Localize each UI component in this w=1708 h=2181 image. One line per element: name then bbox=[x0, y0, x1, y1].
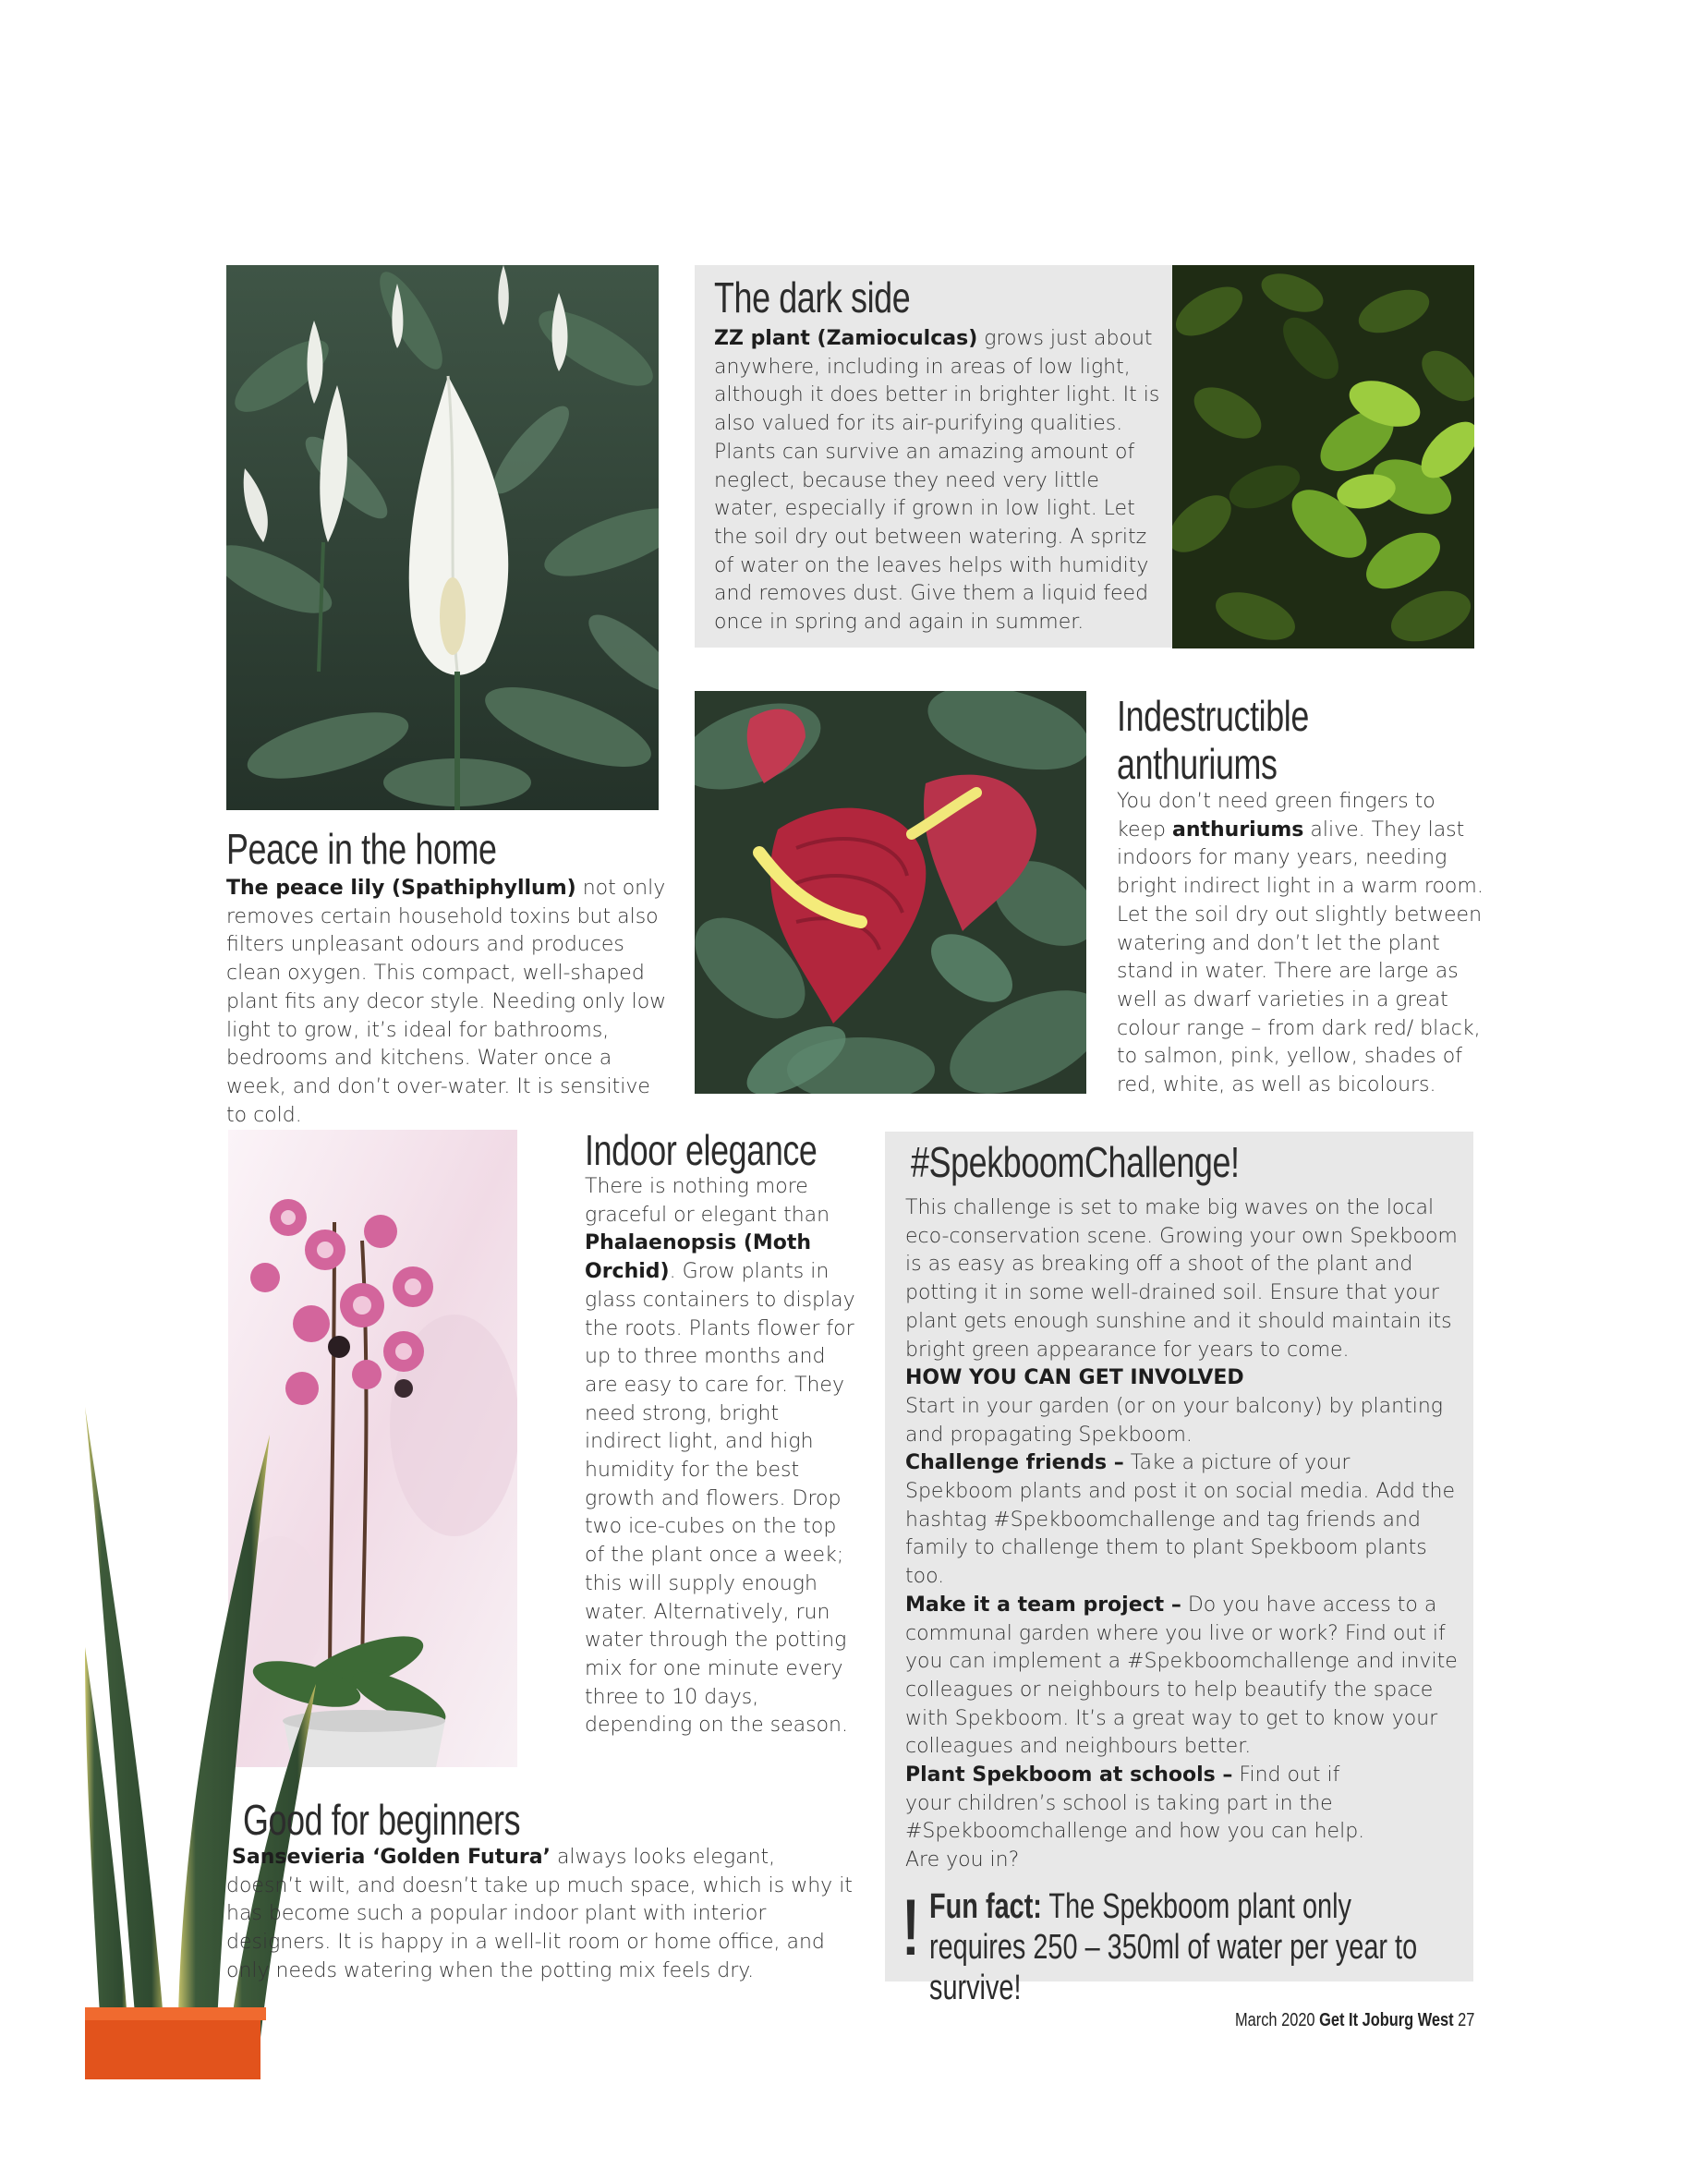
fun-fact-text: The Spekboom plant only requires 250 – 350ml of water per year to survive! bbox=[929, 1887, 1418, 2007]
elegance-body-2: . Grow plants in glass containers to display the roots. Plants flower for up to three months and are easy to care for. They need strong, bright indirect light, and high humidity for the best growth and flowers. Drop two ice-cubes on the top of the plant once a week; this will supply enough water. Alternatively, run water through the potting mix for one minute every three to 10 days, depending on the season. bbox=[585, 1260, 855, 1738]
team-project bbox=[905, 1592, 1460, 1762]
elegance-heading: Indoor elegance bbox=[585, 1126, 818, 1174]
footer-publication: Get It Joburg West bbox=[1318, 2010, 1454, 2030]
peace-text bbox=[226, 875, 668, 1130]
anthurium-text bbox=[1117, 788, 1486, 1100]
spekboom-heading: #SpekboomChallenge! bbox=[911, 1138, 1240, 1186]
zz-plant-photo bbox=[1172, 265, 1474, 648]
anthurium-heading bbox=[1117, 692, 1309, 788]
elegance-body-1: There is nothing more graceful or elegant than bbox=[585, 1175, 830, 1227]
team-project-label: Make it a team project – bbox=[905, 1593, 1181, 1617]
beginners-heading: Good for beginners bbox=[243, 1796, 521, 1844]
anthurium-body-1: You don’t need green fingers to keep bbox=[1117, 790, 1435, 842]
anthurium-heading-line1: Indestructible bbox=[1117, 692, 1309, 740]
challenge-friends-label: Challenge friends – bbox=[905, 1451, 1124, 1475]
dark-side-heading: The dark side bbox=[714, 273, 911, 321]
fun-fact-label: Fun fact: bbox=[929, 1887, 1042, 1926]
fun-fact bbox=[929, 1886, 1421, 2008]
spekboom-text bbox=[905, 1194, 1460, 1875]
challenge-friends bbox=[905, 1449, 1460, 1592]
zz-plant-name: ZZ plant (Zamioculcas) bbox=[714, 327, 978, 350]
page-footer bbox=[1235, 2010, 1474, 2030]
involved-text: Start in your garden (or on your balcony) by planting and propagating Spekboom. bbox=[905, 1394, 1443, 1447]
schools-label: Plant Spekboom at schools – bbox=[905, 1763, 1233, 1787]
challenge-friends-text: Take a picture of your Spekboom plants and post it on social media. Add the hashtag #Spekboomchallenge and tag friends and family to challenge them to plant Spekboom plants too. bbox=[905, 1451, 1456, 1589]
anthurium-photo bbox=[695, 691, 1086, 1094]
anthurium-heading-line2: anthuriums bbox=[1117, 740, 1278, 788]
peace-lily-name: The peace lily (Spathiphyllum) bbox=[226, 877, 576, 900]
schools-text: Find out if your children’s school is taking part in the #Spekboomchallenge and how you can help. Are you in? bbox=[905, 1763, 1365, 1872]
orchid-name: Phalaenopsis (Moth Orchid) bbox=[585, 1231, 812, 1284]
sansevieria-name: Sansevieria ‘Golden Futura’ bbox=[232, 1846, 551, 1869]
footer-date: March 2020 bbox=[1234, 2010, 1319, 2030]
dark-side-text bbox=[714, 325, 1162, 637]
peace-lily-photo bbox=[226, 265, 659, 810]
team-project-text: Do you have access to a communal garden where you live or work? Find out if you can implement a #Spekboomchallenge and invite colleagues or neighbours to help beautify the space with Spekboom. It’s a great way to get to know your colleagues and neighbours better. bbox=[905, 1593, 1458, 1759]
schools bbox=[905, 1762, 1386, 1875]
spekboom-intro: This challenge is set to make big waves on the local eco-conservation scene. Growing your own Spekboom is as easy as breaking off a shoot of the plant and potting it in some well-drained soil. Ensure that your plant gets enough sunshine and it should maintain its bright green appearance for years to come. bbox=[905, 1196, 1458, 1362]
peace-body: not only removes certain household toxins but also filters unpleasant odours and produces clean oxygen. This compact, well-shaped plant fits any decor style. Needing only low light to grow, it’s ideal for bathrooms, bedrooms and kitchens. Water once a week, and don’t over-water. It is sensitive to cold. bbox=[226, 877, 667, 1127]
beginners-body: always looks elegant, doesn’t wilt, and doesn’t take up much space, which is why it has become such a popular indoor plant with interior designers. It is happy in a well-lit room or home office, and only needs watering when the potting mix feels dry. bbox=[226, 1846, 853, 1982]
exclamation-mark: ! bbox=[900, 1884, 922, 1972]
dark-side-body: grows just about anywhere, including in areas of low light, although it does better in brighter light. It is also valued for its air-purifying qualities. Plants can survive an amazing amount of neglect, because they need very little water, especially if grown in low light. Let the soil dry out between watering. A spritz of water on the leaves helps with humidity and removes dust. Give them a liquid feed once in spring and again in summer. bbox=[714, 327, 1160, 635]
peace-heading: Peace in the home bbox=[226, 825, 497, 873]
footer-page-number: 27 bbox=[1453, 2010, 1474, 2030]
elegance-text bbox=[585, 1173, 857, 1740]
anthurium-body-2: alive. They last indoors for many years, needing bright indirect light in a warm room. Let the soil dry out slightly between watering and don’t let the plant stand in water. There are large as well as dwarf varieties in a great colour range – from dark red/ black, to salmon, pink, yellow, shades of red, white, as well as bicolours. bbox=[1117, 818, 1484, 1097]
involved-heading: HOW YOU CAN GET INVOLVED bbox=[905, 1366, 1244, 1390]
anthurium-name: anthuriums bbox=[1171, 818, 1304, 842]
beginners-text bbox=[226, 1844, 854, 1986]
